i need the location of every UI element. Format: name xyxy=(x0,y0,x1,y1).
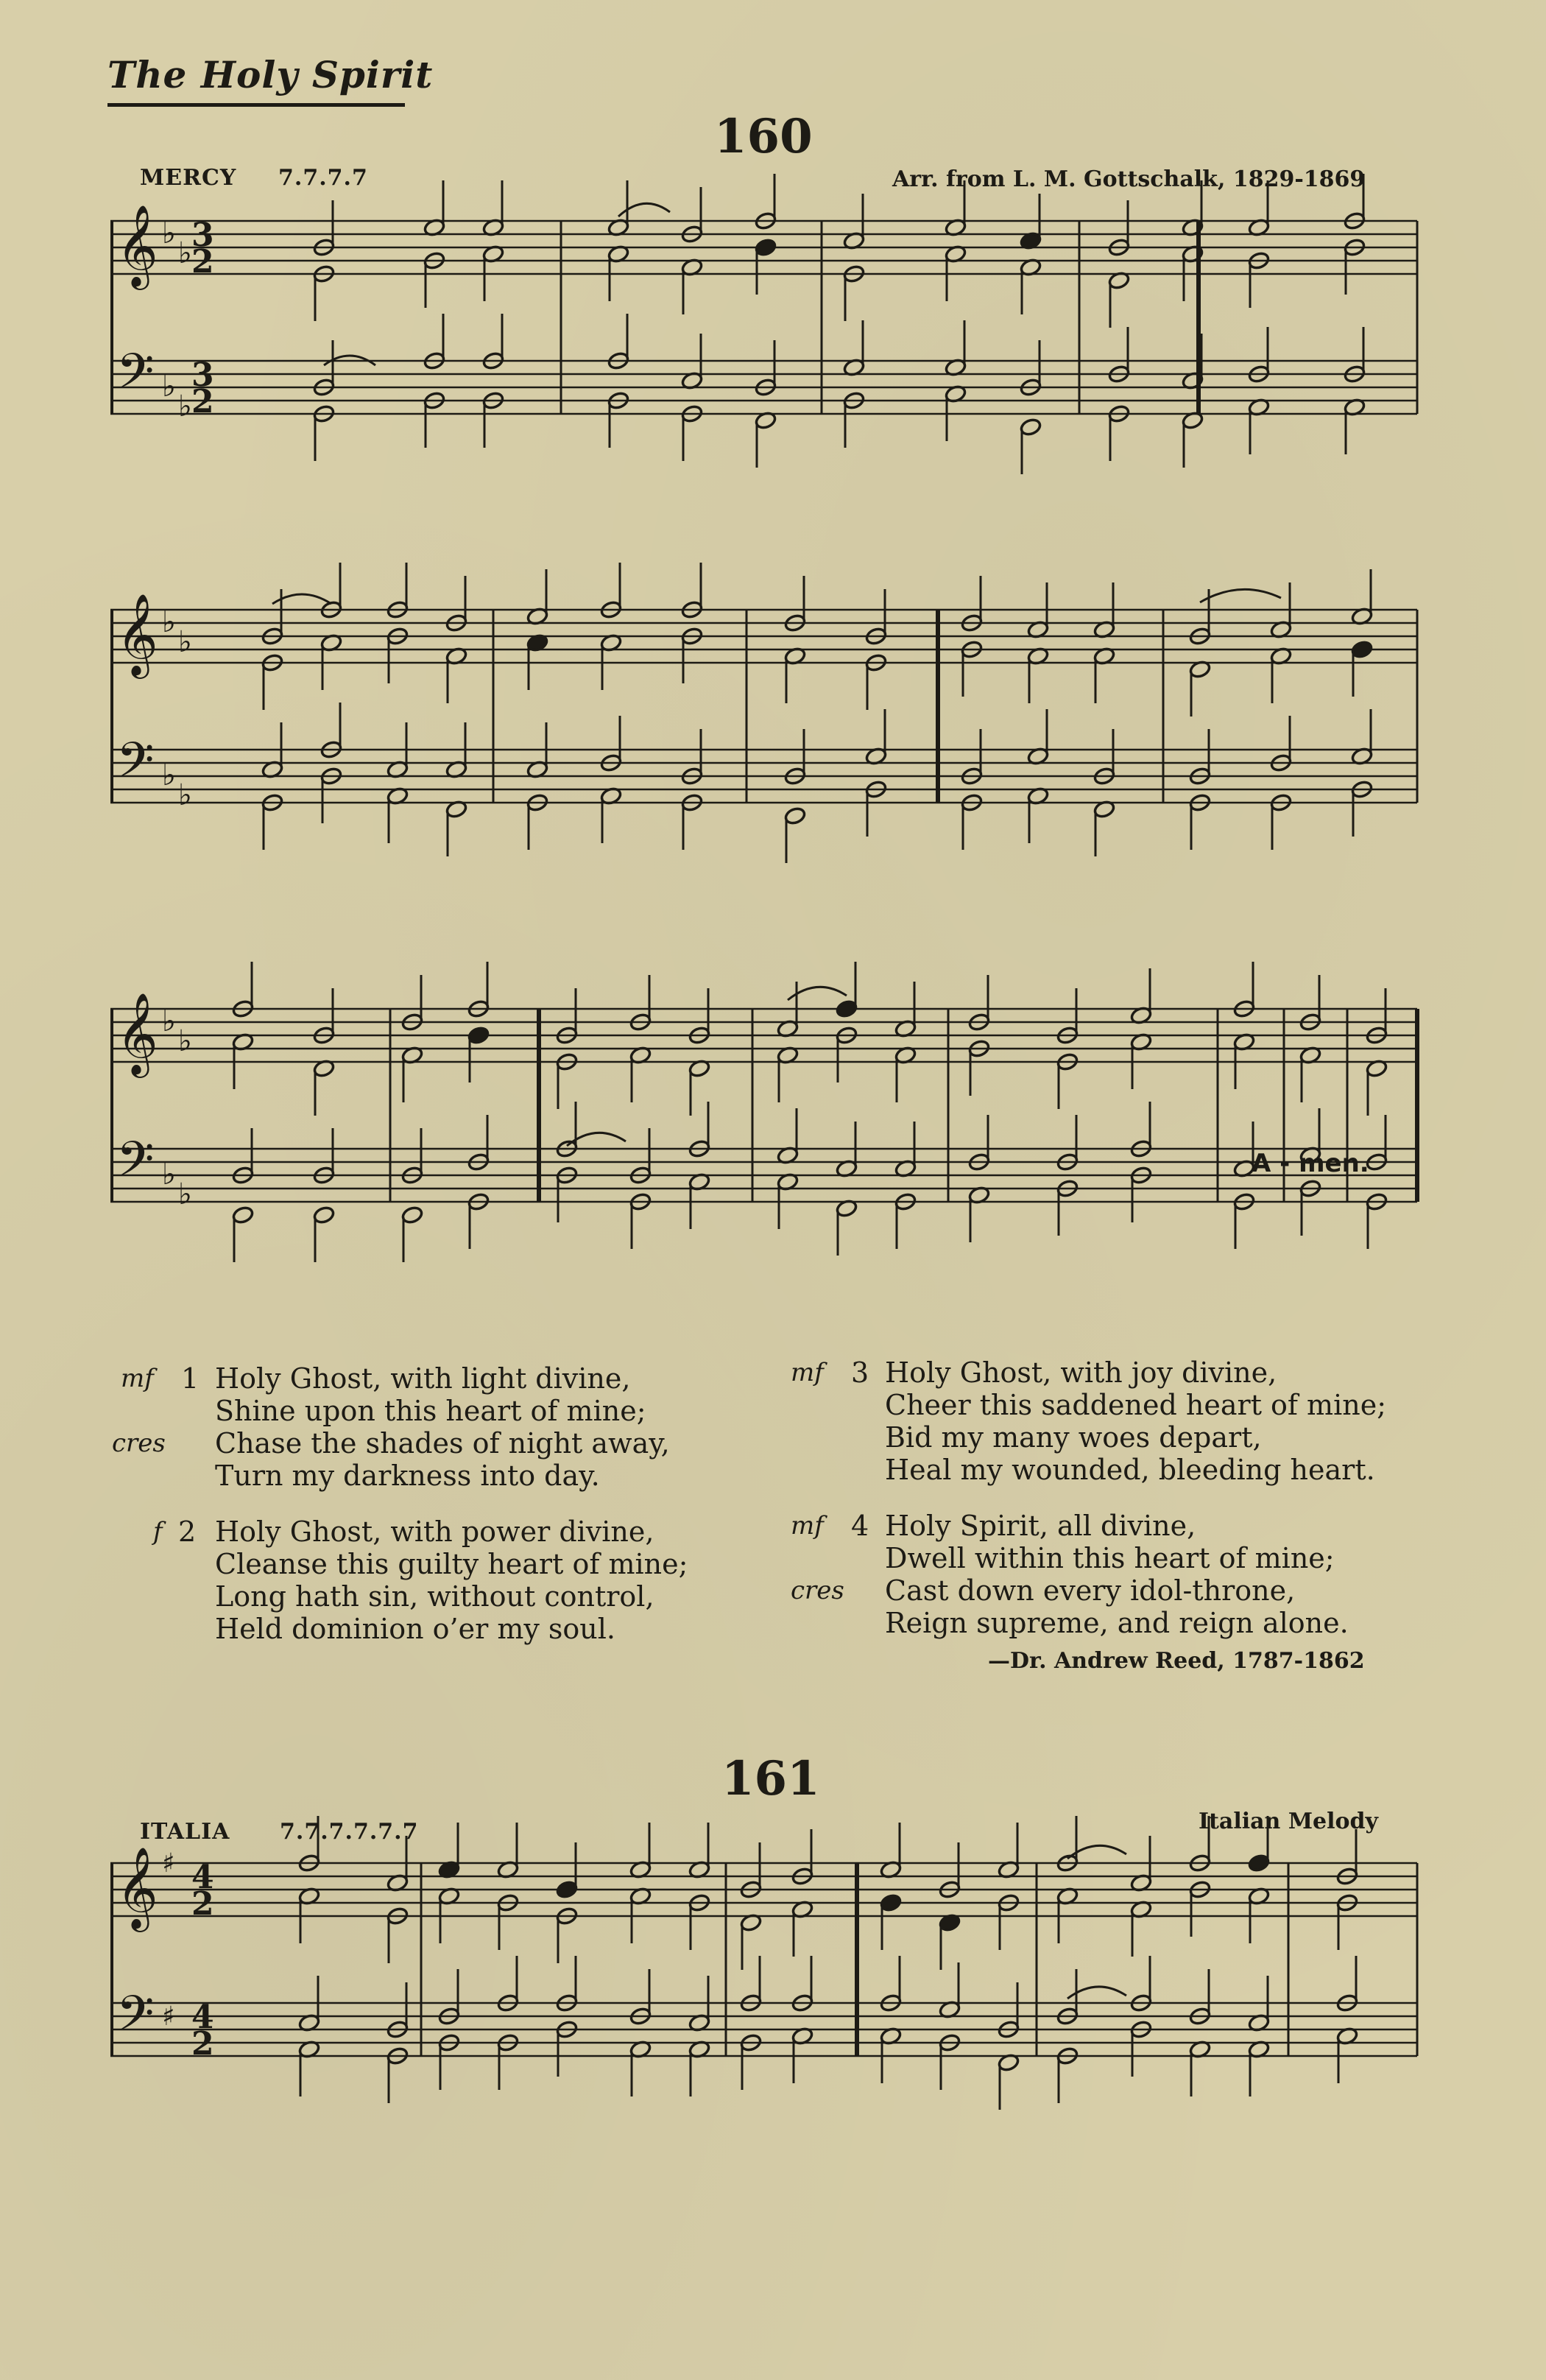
bass-clef: 𝄢 xyxy=(116,1131,155,1200)
verse-4-cres-mark: cres xyxy=(791,1576,844,1605)
treble-clef: 𝄞 xyxy=(116,593,158,675)
time-sig-top: 3 xyxy=(191,356,214,394)
note xyxy=(688,2040,711,2096)
note xyxy=(313,1205,336,1262)
note xyxy=(526,633,549,690)
note xyxy=(1248,251,1271,308)
note xyxy=(438,1969,461,2026)
note xyxy=(1299,1046,1322,1102)
note xyxy=(1056,1115,1079,1172)
flat-sign: ♭ xyxy=(178,390,192,423)
note xyxy=(843,391,866,448)
hymn-161-source: Italian Melody xyxy=(1199,1809,1378,1834)
verse-3-number: 3 xyxy=(851,1356,869,1389)
note xyxy=(791,1900,814,1957)
note xyxy=(467,1115,490,1172)
note xyxy=(1344,327,1366,384)
note xyxy=(1020,418,1042,474)
note xyxy=(526,722,549,779)
note xyxy=(1130,1956,1153,2013)
verse-4-line-3: Cast down every idol-throne, xyxy=(885,1574,1296,1607)
hymn-160-number: 160 xyxy=(714,109,813,164)
note xyxy=(423,391,446,448)
flat-sign: ♭ xyxy=(162,370,176,404)
note xyxy=(629,1192,652,1249)
note xyxy=(1027,786,1050,843)
note xyxy=(386,1982,409,2039)
note xyxy=(467,1026,490,1082)
note xyxy=(1027,709,1050,766)
note xyxy=(1093,729,1116,786)
note xyxy=(1248,2040,1271,2096)
note xyxy=(1189,2040,1212,2096)
note xyxy=(961,640,984,697)
note xyxy=(1248,1887,1271,1943)
note xyxy=(1056,1179,1079,1236)
hymn-160-verse-1 xyxy=(110,1362,773,1492)
note xyxy=(556,1166,579,1222)
note xyxy=(968,1186,991,1242)
note xyxy=(681,258,704,314)
note xyxy=(556,1102,579,1158)
note xyxy=(968,1115,991,1172)
note xyxy=(1130,1900,1153,1957)
note xyxy=(320,633,343,690)
verse-3-line-3: Bid my many woes depart, xyxy=(885,1421,1262,1454)
verse-2-line-4: Held dominion o’er my soul. xyxy=(215,1613,615,1645)
note xyxy=(386,1907,409,1963)
hymn-160-author: —Dr. Andrew Reed, 1787-1862 xyxy=(988,1648,1365,1674)
hymn-160-meter: 7.7.7.7 xyxy=(278,165,368,191)
hymn-160-verse-3 xyxy=(780,1356,1443,1486)
note xyxy=(298,1976,321,2032)
bass-clef: 𝄢 xyxy=(116,1985,155,2054)
note xyxy=(836,1122,858,1178)
note xyxy=(740,2033,763,2090)
note xyxy=(1344,398,1366,454)
note xyxy=(1189,729,1212,786)
note xyxy=(1020,258,1042,314)
note xyxy=(777,1108,800,1165)
sharp-sign: ♯ xyxy=(162,1848,175,1879)
bass-clef: 𝄢 xyxy=(116,732,155,800)
note xyxy=(945,384,967,441)
note xyxy=(836,1199,858,1256)
verse-2-line-2: Cleanse this guilty heart of mine; xyxy=(215,1548,688,1580)
note xyxy=(1336,1956,1359,2013)
verse-1-number: 1 xyxy=(181,1362,200,1395)
note xyxy=(894,1122,917,1178)
note xyxy=(1108,404,1131,461)
note xyxy=(939,1913,961,1970)
note xyxy=(1056,1052,1079,1109)
treble-clef: 𝄞 xyxy=(116,204,158,286)
note xyxy=(681,729,704,786)
verse-3-line-2: Cheer this saddened heart of mine; xyxy=(885,1389,1387,1421)
flat-sign: ♭ xyxy=(178,625,192,659)
note xyxy=(261,793,284,850)
note xyxy=(1182,411,1204,468)
note xyxy=(998,1893,1020,1950)
time-sig-bottom: 2 xyxy=(191,243,214,281)
note xyxy=(784,806,807,863)
note xyxy=(894,1046,917,1102)
note xyxy=(1108,271,1131,328)
verse-3-line-4: Heal my wounded, bleeding heart. xyxy=(885,1454,1375,1486)
note xyxy=(1189,1969,1212,2026)
note xyxy=(482,391,505,448)
note xyxy=(1270,647,1293,703)
note xyxy=(1130,1032,1153,1089)
note xyxy=(880,1893,903,1950)
note xyxy=(386,786,409,843)
note xyxy=(1056,2046,1079,2103)
note xyxy=(755,411,777,468)
note xyxy=(836,1026,858,1082)
note xyxy=(1108,327,1131,384)
note xyxy=(261,722,284,779)
note xyxy=(880,2027,903,2083)
note xyxy=(1336,2027,1359,2083)
note xyxy=(961,793,984,850)
note xyxy=(320,703,343,759)
flat-sign: ♭ xyxy=(178,1177,192,1211)
time-sig-bottom: 2 xyxy=(191,1885,214,1923)
note xyxy=(313,340,336,397)
time-sig-top: 4 xyxy=(191,1859,214,1896)
note xyxy=(939,1962,961,2019)
note xyxy=(1233,1192,1256,1249)
note xyxy=(777,1046,800,1102)
hymn-161-tune-name: ITALIA xyxy=(140,1819,230,1845)
note xyxy=(320,767,343,823)
flat-sign: ♭ xyxy=(162,605,176,639)
note xyxy=(556,1907,579,1963)
note xyxy=(1027,647,1050,703)
flat-sign: ♭ xyxy=(178,1024,192,1058)
header-underline xyxy=(107,103,405,107)
note xyxy=(1020,340,1042,397)
verse-1-cres-mark: cres xyxy=(112,1429,166,1458)
note xyxy=(961,729,984,786)
verse-4-line-4: Reign supreme, and reign alone. xyxy=(885,1607,1349,1639)
section-header: The Holy Spirit xyxy=(107,53,434,96)
verse-1-line-4: Turn my darkness into day. xyxy=(215,1460,600,1492)
note xyxy=(497,2033,520,2090)
note xyxy=(865,780,888,837)
note xyxy=(600,633,623,690)
bass-clef: 𝄢 xyxy=(116,343,155,412)
treble-clef: 𝄞 xyxy=(116,1846,158,1929)
note xyxy=(526,793,549,850)
note xyxy=(445,800,468,856)
flat-sign: ♭ xyxy=(162,758,176,792)
flat-sign: ♭ xyxy=(178,236,192,270)
hymn-160-arranger: Arr. from L. M. Gottschalk, 1829-1869 xyxy=(892,166,1366,192)
note xyxy=(1093,800,1116,856)
note xyxy=(1248,1976,1271,2032)
note xyxy=(1189,1880,1212,1937)
note xyxy=(1351,780,1374,837)
note xyxy=(1336,1893,1359,1950)
note xyxy=(1130,1166,1153,1222)
note xyxy=(313,264,336,321)
note xyxy=(1351,640,1374,697)
note xyxy=(939,2033,961,2090)
hymn-160-system-1 xyxy=(110,204,1421,523)
flat-sign: ♭ xyxy=(162,216,176,250)
note xyxy=(445,647,468,703)
verse-2-number: 2 xyxy=(178,1515,197,1548)
verse-1-line-1: Holy Ghost, with light divine, xyxy=(215,1362,631,1395)
note xyxy=(894,1192,917,1249)
note xyxy=(998,2053,1020,2110)
treble-clef: 𝄞 xyxy=(116,992,158,1074)
note xyxy=(313,404,336,461)
note xyxy=(1366,1059,1388,1116)
note xyxy=(1366,1192,1388,1249)
note xyxy=(1093,647,1116,703)
note xyxy=(755,238,777,295)
note xyxy=(1270,793,1293,850)
note xyxy=(438,2033,461,2090)
note xyxy=(784,729,807,786)
note xyxy=(945,244,967,301)
note xyxy=(232,1032,255,1089)
note xyxy=(607,314,630,370)
note xyxy=(681,793,704,850)
note xyxy=(298,1887,321,1943)
verse-2-dynamic: f xyxy=(153,1517,163,1546)
note xyxy=(784,647,807,703)
note xyxy=(629,1128,652,1185)
sharp-sign: ♯ xyxy=(162,2001,175,2032)
note xyxy=(445,722,468,779)
note xyxy=(1233,1032,1256,1089)
hymn-160-system-2 xyxy=(110,593,1421,912)
note xyxy=(629,1046,652,1102)
note xyxy=(998,1982,1020,2039)
hymn-160-amen: A - men. xyxy=(1252,1149,1369,1178)
note xyxy=(945,320,967,377)
note xyxy=(865,653,888,710)
note xyxy=(1299,1179,1322,1236)
hymn-160-system-3 xyxy=(110,992,1421,1311)
note xyxy=(497,1893,520,1950)
note xyxy=(467,1192,490,1249)
note xyxy=(1270,716,1293,772)
verse-3-line-1: Holy Ghost, with joy divine, xyxy=(885,1356,1277,1389)
note xyxy=(865,709,888,766)
note xyxy=(438,1887,461,1943)
note xyxy=(556,2020,579,2077)
note xyxy=(313,1128,336,1185)
note xyxy=(298,2040,321,2096)
note xyxy=(556,1956,579,2013)
hymn-161-number: 161 xyxy=(721,1751,820,1806)
note xyxy=(688,1172,711,1229)
verse-1-line-3: Chase the shades of night away, xyxy=(215,1427,670,1460)
note xyxy=(629,1887,652,1943)
time-sig-top: 3 xyxy=(191,216,214,254)
note xyxy=(843,264,866,321)
note xyxy=(1182,334,1204,390)
time-sig-bottom: 2 xyxy=(191,383,214,420)
note xyxy=(688,1893,711,1950)
note xyxy=(755,340,777,397)
note xyxy=(386,2046,409,2103)
note xyxy=(629,1969,652,2026)
note xyxy=(401,1205,424,1262)
note xyxy=(688,1976,711,2032)
note xyxy=(482,314,505,370)
note xyxy=(401,1046,424,1102)
note xyxy=(681,627,704,683)
note xyxy=(880,1956,903,2013)
verse-2-line-1: Holy Ghost, with power divine, xyxy=(215,1515,654,1548)
hymn-160-verse-4 xyxy=(780,1510,1443,1639)
verse-3-dynamic: mf xyxy=(791,1358,824,1387)
note xyxy=(1351,709,1374,766)
verse-2-line-3: Long hath sin, without control, xyxy=(215,1580,654,1613)
note xyxy=(1189,793,1212,850)
note xyxy=(482,244,505,301)
note xyxy=(600,786,623,843)
note xyxy=(386,627,409,683)
flat-sign: ♭ xyxy=(178,778,192,812)
note xyxy=(261,653,284,710)
hymn-160-tune-name: MERCY xyxy=(140,165,237,191)
note xyxy=(232,1128,255,1185)
note xyxy=(313,1059,336,1116)
note xyxy=(232,1205,255,1262)
note xyxy=(556,1052,579,1109)
note xyxy=(401,1128,424,1185)
note xyxy=(423,251,446,308)
note xyxy=(843,320,866,377)
note xyxy=(497,1956,520,2013)
note xyxy=(1248,327,1271,384)
verse-4-line-1: Holy Spirit, all divine, xyxy=(885,1510,1196,1542)
note xyxy=(791,2027,814,2083)
note xyxy=(386,722,409,779)
hymn-161-system-1 xyxy=(110,1846,1421,2165)
note xyxy=(1130,1102,1153,1158)
note xyxy=(1056,1887,1079,1943)
verse-4-number: 4 xyxy=(851,1510,869,1542)
note xyxy=(607,244,630,301)
note xyxy=(1189,660,1212,717)
note xyxy=(629,2040,652,2096)
hymn-160-verse-2 xyxy=(110,1515,773,1645)
note xyxy=(1344,238,1366,295)
note xyxy=(791,1956,814,2013)
note xyxy=(423,314,446,370)
note xyxy=(681,334,704,390)
verse-1-line-2: Shine upon this heart of mine; xyxy=(215,1395,646,1427)
verse-4-line-2: Dwell within this heart of mine; xyxy=(885,1542,1335,1574)
note xyxy=(968,1039,991,1096)
verse-1-dynamic: mf xyxy=(121,1364,154,1393)
verse-4-dynamic: mf xyxy=(791,1511,824,1541)
flat-sign: ♭ xyxy=(162,1158,176,1191)
note xyxy=(1130,2020,1153,2077)
flat-sign: ♭ xyxy=(162,1004,176,1038)
note xyxy=(681,404,704,461)
note xyxy=(600,716,623,772)
hymn-161-meter: 7.7.7.7.7.7 xyxy=(280,1819,419,1845)
note xyxy=(607,391,630,448)
time-sig-bottom: 2 xyxy=(191,2025,214,2063)
time-sig-top: 4 xyxy=(191,1999,214,2036)
note xyxy=(1248,398,1271,454)
note xyxy=(777,1172,800,1229)
